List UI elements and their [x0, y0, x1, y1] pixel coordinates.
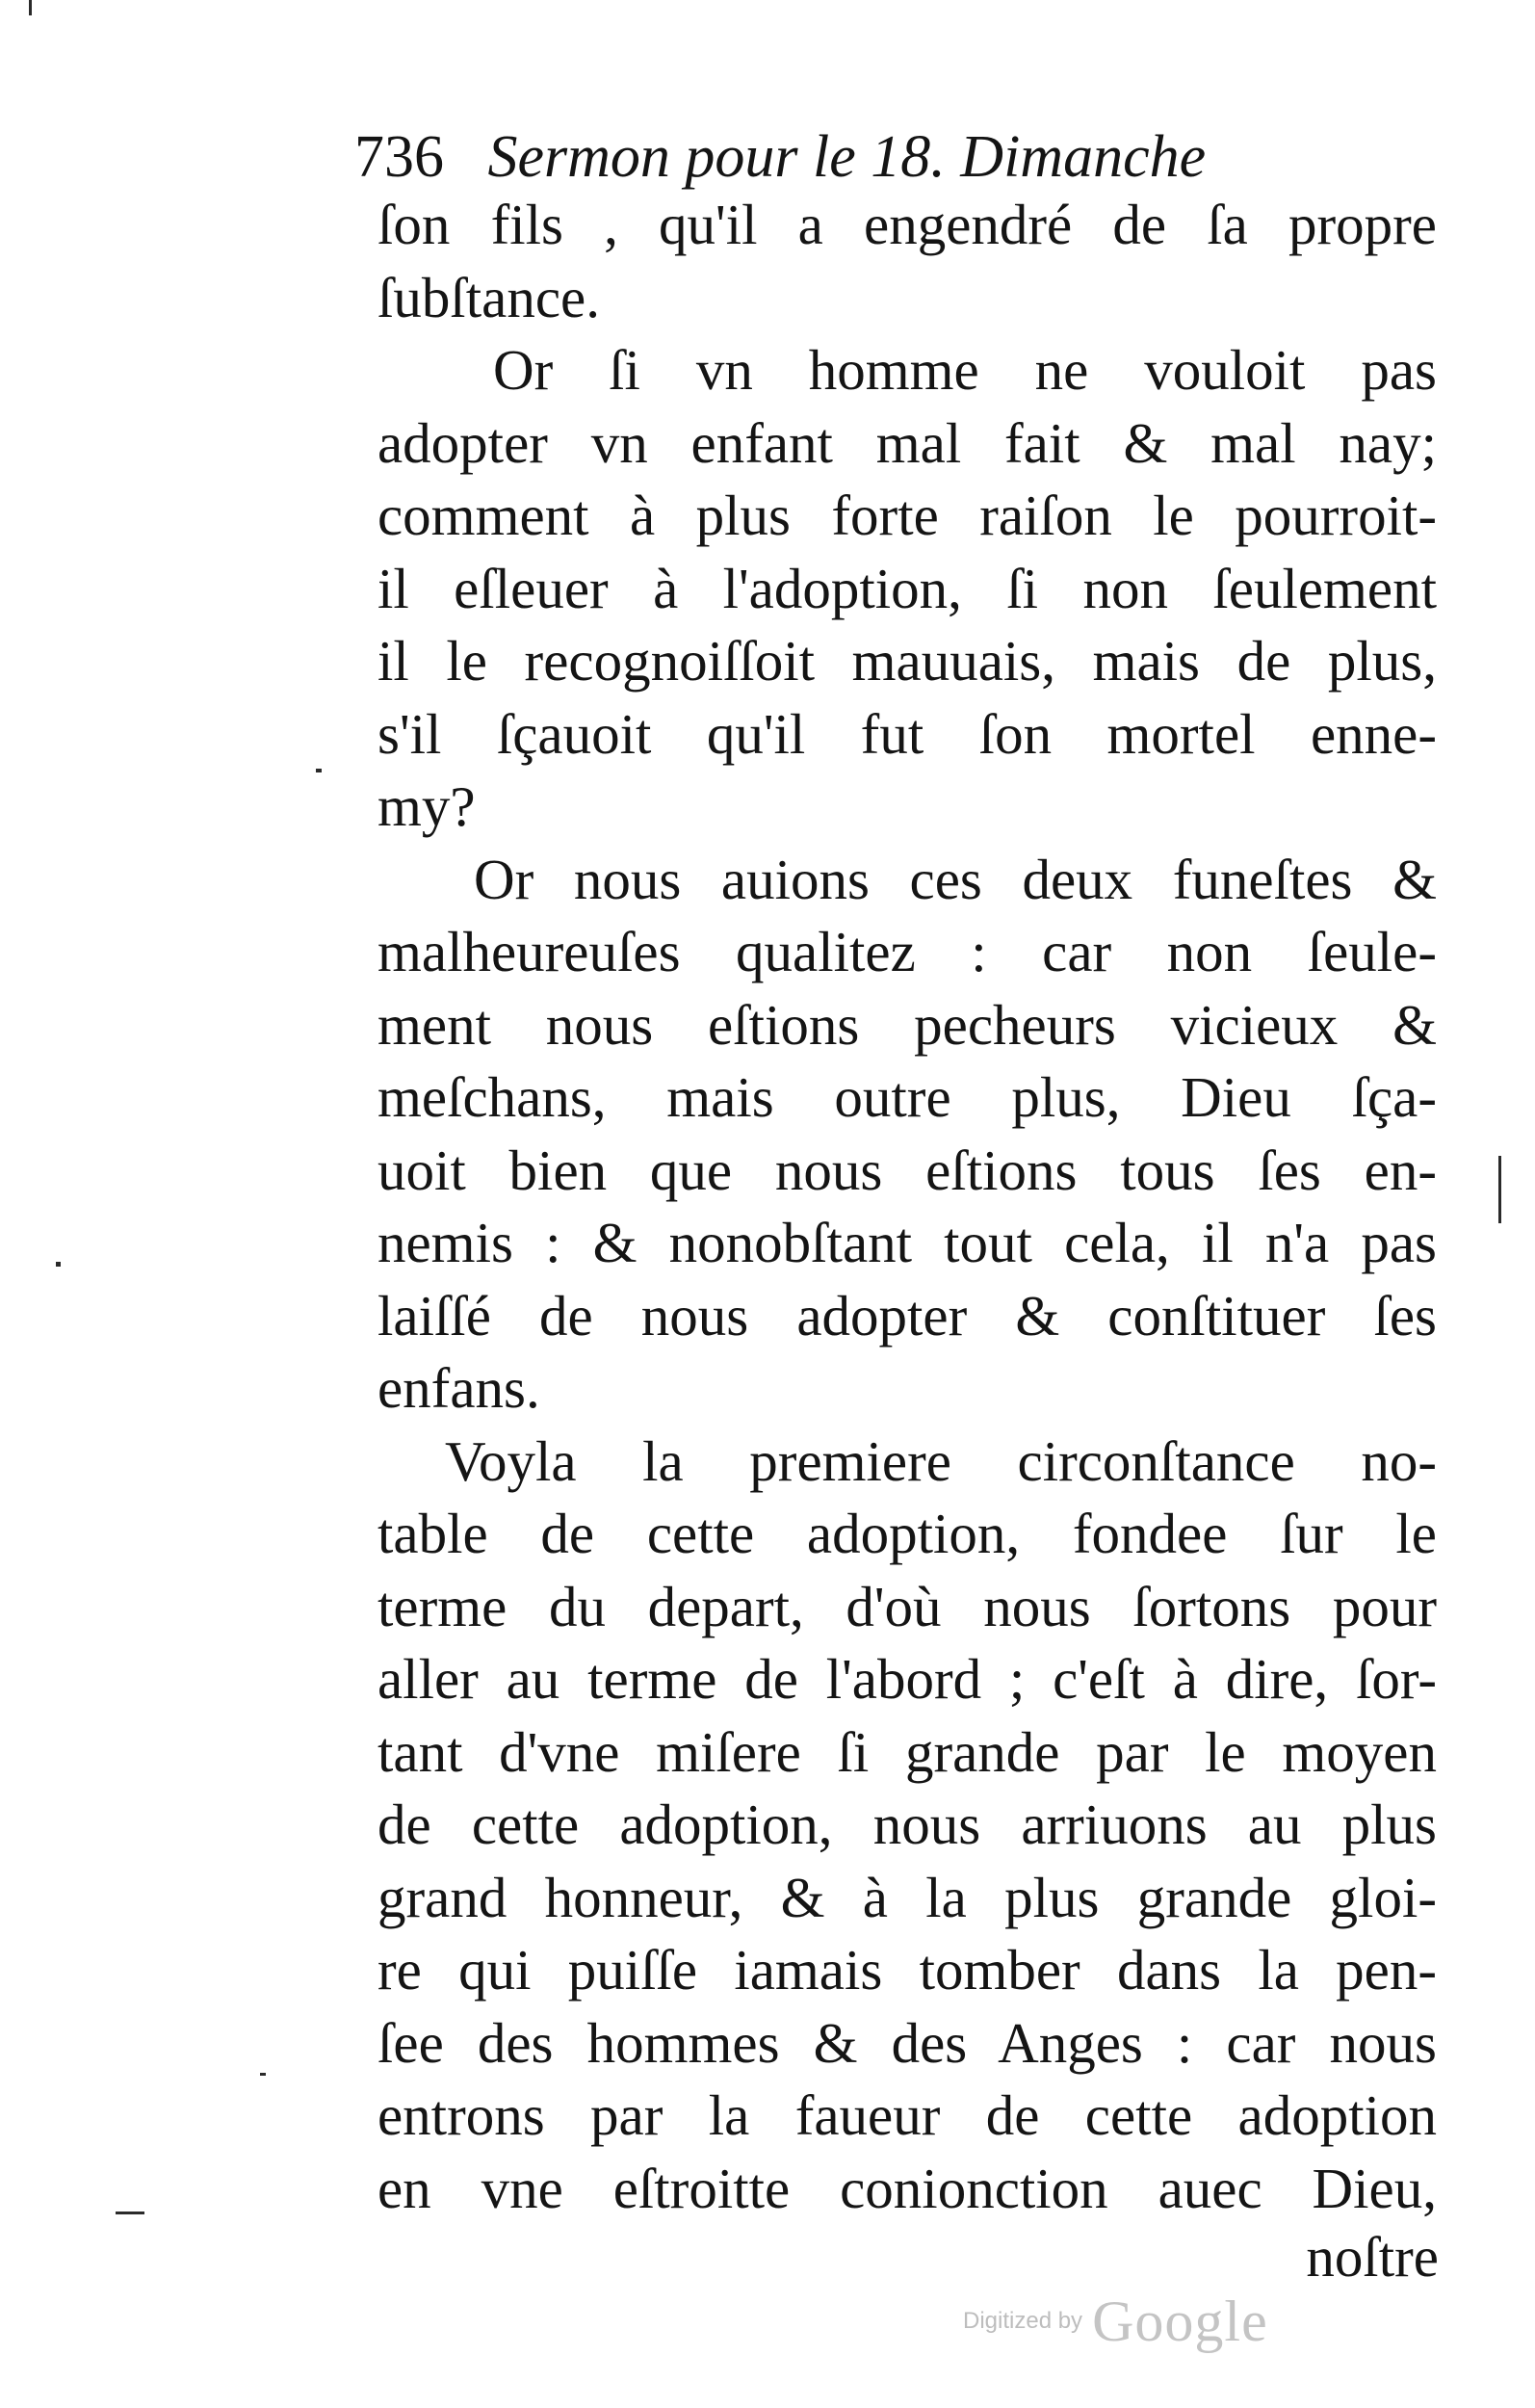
scan-speck	[1498, 1156, 1501, 1223]
text-line: Voyla la premiere circonſtance no-	[445, 1428, 1437, 1493]
text-line: uoit bien que nous eſtions tous ſes en-	[377, 1138, 1437, 1202]
text-line: grand honneur, & à la plus grande gloi-	[377, 1865, 1437, 1929]
text-line: ment nous eſtions pecheurs vicieux &	[377, 992, 1437, 1057]
scan-speck	[56, 1262, 61, 1267]
text-line: table de cette adoption, fondee ſur le	[377, 1502, 1437, 1565]
text-line: de cette adoption, nous arriuons au plus	[377, 1793, 1437, 1856]
text-line: s'il ſçauoit qu'il fut ſon mortel enne-	[377, 701, 1437, 766]
text-line: adopter vn enfant mal fait & mal nay;	[377, 410, 1437, 475]
text-line: en vne eſtroitte conionction auec Dieu,	[377, 2156, 1437, 2220]
scan-speck	[316, 769, 322, 772]
text-line: meſchans, mais outre plus, Dieu ſça-	[377, 1065, 1437, 1129]
catchword: noſtre	[1306, 2225, 1439, 2289]
scan-speck	[116, 2212, 144, 2214]
text-line: entrons par la faueur de cette adoption	[377, 2083, 1437, 2147]
text-line: aller au terme de l'abord ; c'eſt à dire, ſor-	[377, 1647, 1437, 1711]
text-line: il eſleuer à l'adoption, ſi non ſeulement	[377, 556, 1437, 620]
text-line: my?	[377, 774, 476, 838]
text-line: comment à plus forte raiſon le pourroit-	[377, 484, 1437, 547]
text-line: ſon fils , qu'il a engendré de ſa propre	[377, 193, 1437, 256]
text-line: malheureuſes qualitez : car non ſeule-	[377, 920, 1437, 983]
text-line: re qui puiſſe iamais tomber dans la pen-	[377, 1938, 1437, 2002]
digitized-label: Digitized by	[963, 2308, 1083, 2334]
text-line: Or nous auions ces deux funeſtes &	[474, 847, 1437, 911]
text-line: tant d'vne miſere ſi grande par le moyen	[377, 1719, 1437, 1784]
text-line: laiſſé de nous adopter & conſtituer ſes	[377, 1283, 1437, 1348]
running-title: Sermon pour le 18. Dimanche	[487, 124, 1207, 190]
text-line: ſee des hommes & des Anges : car nous	[377, 2010, 1437, 2075]
text-line: enfans.	[377, 1356, 540, 1420]
text-line: terme du depart, d'où nous ſortons pour	[377, 1574, 1437, 1638]
page-number: 736	[354, 124, 444, 190]
google-logo: Google	[1092, 2289, 1268, 2353]
text-line: Or ſi vn homme ne vouloit pas	[493, 338, 1437, 402]
body-text	[377, 189, 1437, 2225]
text-line: il le recognoiſſoit mauuais, mais de plus,	[377, 629, 1437, 693]
text-line: ſubſtance.	[377, 265, 600, 329]
scan-speck	[29, 0, 32, 15]
scan-speck	[260, 2073, 266, 2076]
text-line: nemis : & nonobſtant tout cela, il n'a pas	[377, 1211, 1437, 1274]
digitized-watermark	[963, 2283, 1268, 2360]
page-header	[354, 114, 1443, 200]
